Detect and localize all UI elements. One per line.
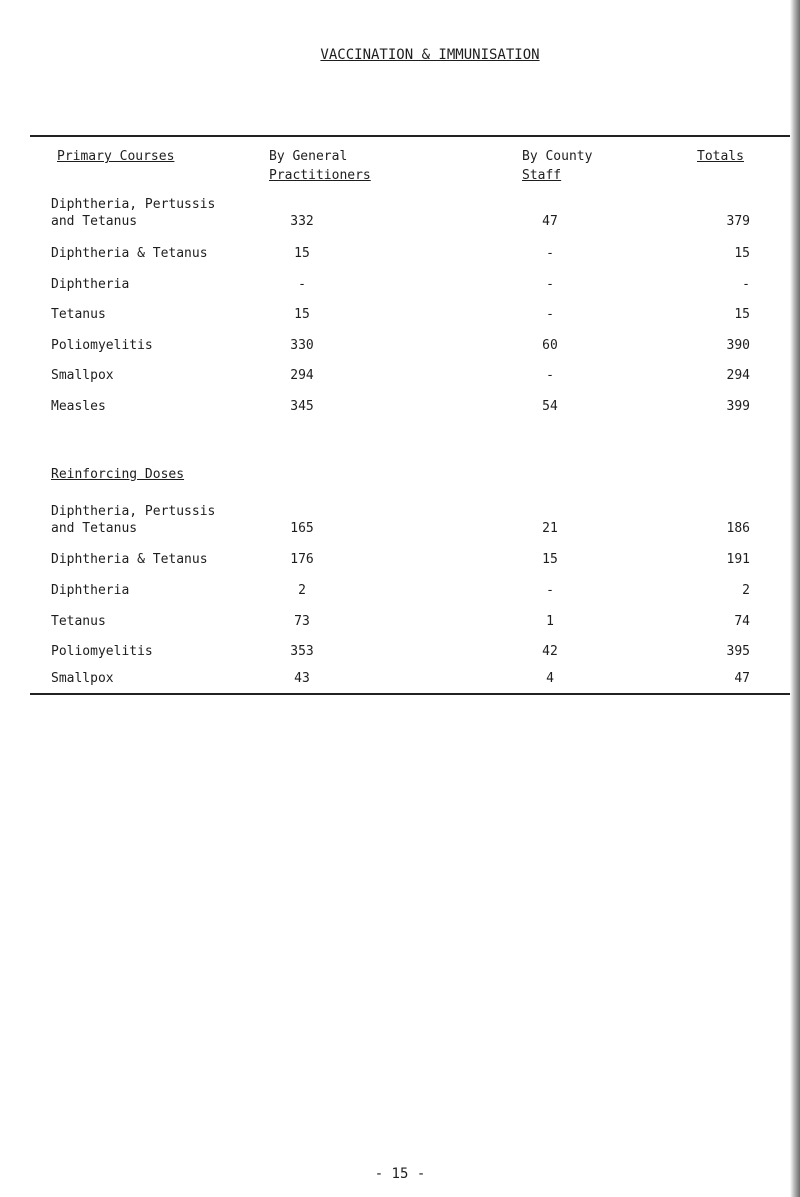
total-value: 15 [734,246,750,261]
table-row [0,277,800,297]
county-value: 1 [546,614,554,629]
table-row [0,671,800,691]
county-value: 54 [542,399,558,414]
row-label: Poliomyelitis [51,338,153,353]
table-row [0,552,800,572]
page-number: - 15 - [374,1166,426,1182]
gp-value: 176 [290,552,314,567]
row-label: Tetanus [51,307,106,322]
table-row [0,502,800,522]
county-value: 60 [542,338,558,353]
total-value: 186 [726,521,750,536]
table-row [0,246,800,266]
table-row [0,521,800,541]
gp-value: 330 [290,338,314,353]
row-label: Smallpox [51,368,114,383]
county-value: 47 [542,214,558,229]
row-label: Poliomyelitis [51,644,153,659]
section-title-reinforcing: Reinforcing Doses [51,467,185,482]
table-row [0,338,800,358]
total-value: 294 [726,368,750,383]
gp-value: - [298,277,306,292]
col-header-totals: Totals [697,149,744,164]
bottom-rule [30,693,792,695]
row-label: Diphtheria [51,583,130,598]
table-row [0,583,800,603]
page-edge-shadow [790,0,800,1197]
table-row [0,307,800,327]
row-label: Tetanus [51,614,106,629]
row-label: Diphtheria [51,277,130,292]
col-header-county-staff: By County Staff [522,149,593,183]
total-value: 390 [726,338,750,353]
table-row [0,368,800,388]
row-label: Diphtheria & Tetanus [51,246,208,261]
total-value: 191 [726,552,750,567]
col-header-primary-courses: Primary Courses [57,149,175,164]
county-value: 42 [542,644,558,659]
table-row [0,614,800,634]
county-value: - [546,583,554,598]
table-row [0,214,800,234]
row-label: Diphtheria, Pertussis [51,197,216,212]
county-value: - [546,246,554,261]
row-label: Diphtheria, Pertussis [51,504,216,519]
row-label: Smallpox [51,671,114,686]
county-value: 4 [546,671,554,686]
total-value: 379 [726,214,750,229]
county-value: - [546,307,554,322]
gp-value: 15 [294,307,310,322]
total-value: 2 [742,583,750,598]
row-label: Diphtheria & Tetanus [51,552,208,567]
col-header-gp: By General Practitioners [269,149,371,183]
gp-value: 15 [294,246,310,261]
total-value: 395 [726,644,750,659]
county-value: - [546,368,554,383]
gp-value: 2 [298,583,306,598]
total-value: 399 [726,399,750,414]
total-value: 47 [734,671,750,686]
gp-value: 332 [290,214,314,229]
county-value: - [546,277,554,292]
county-value: 15 [542,552,558,567]
row-label: Measles [51,399,106,414]
county-value: 21 [542,521,558,536]
total-value: - [742,277,750,292]
top-rule [30,135,792,137]
row-label: and Tetanus [51,214,138,229]
gp-value: 345 [290,399,314,414]
gp-value: 294 [290,368,314,383]
gp-value: 353 [290,644,314,659]
table-row [0,399,800,419]
page-title: VACCINATION & IMMUNISATION [320,47,540,63]
gp-value: 165 [290,521,314,536]
row-label: and Tetanus [51,521,138,536]
total-value: 15 [734,307,750,322]
table-row [0,195,800,215]
gp-value: 43 [294,671,310,686]
gp-value: 73 [294,614,310,629]
total-value: 74 [734,614,750,629]
table-row [0,644,800,664]
